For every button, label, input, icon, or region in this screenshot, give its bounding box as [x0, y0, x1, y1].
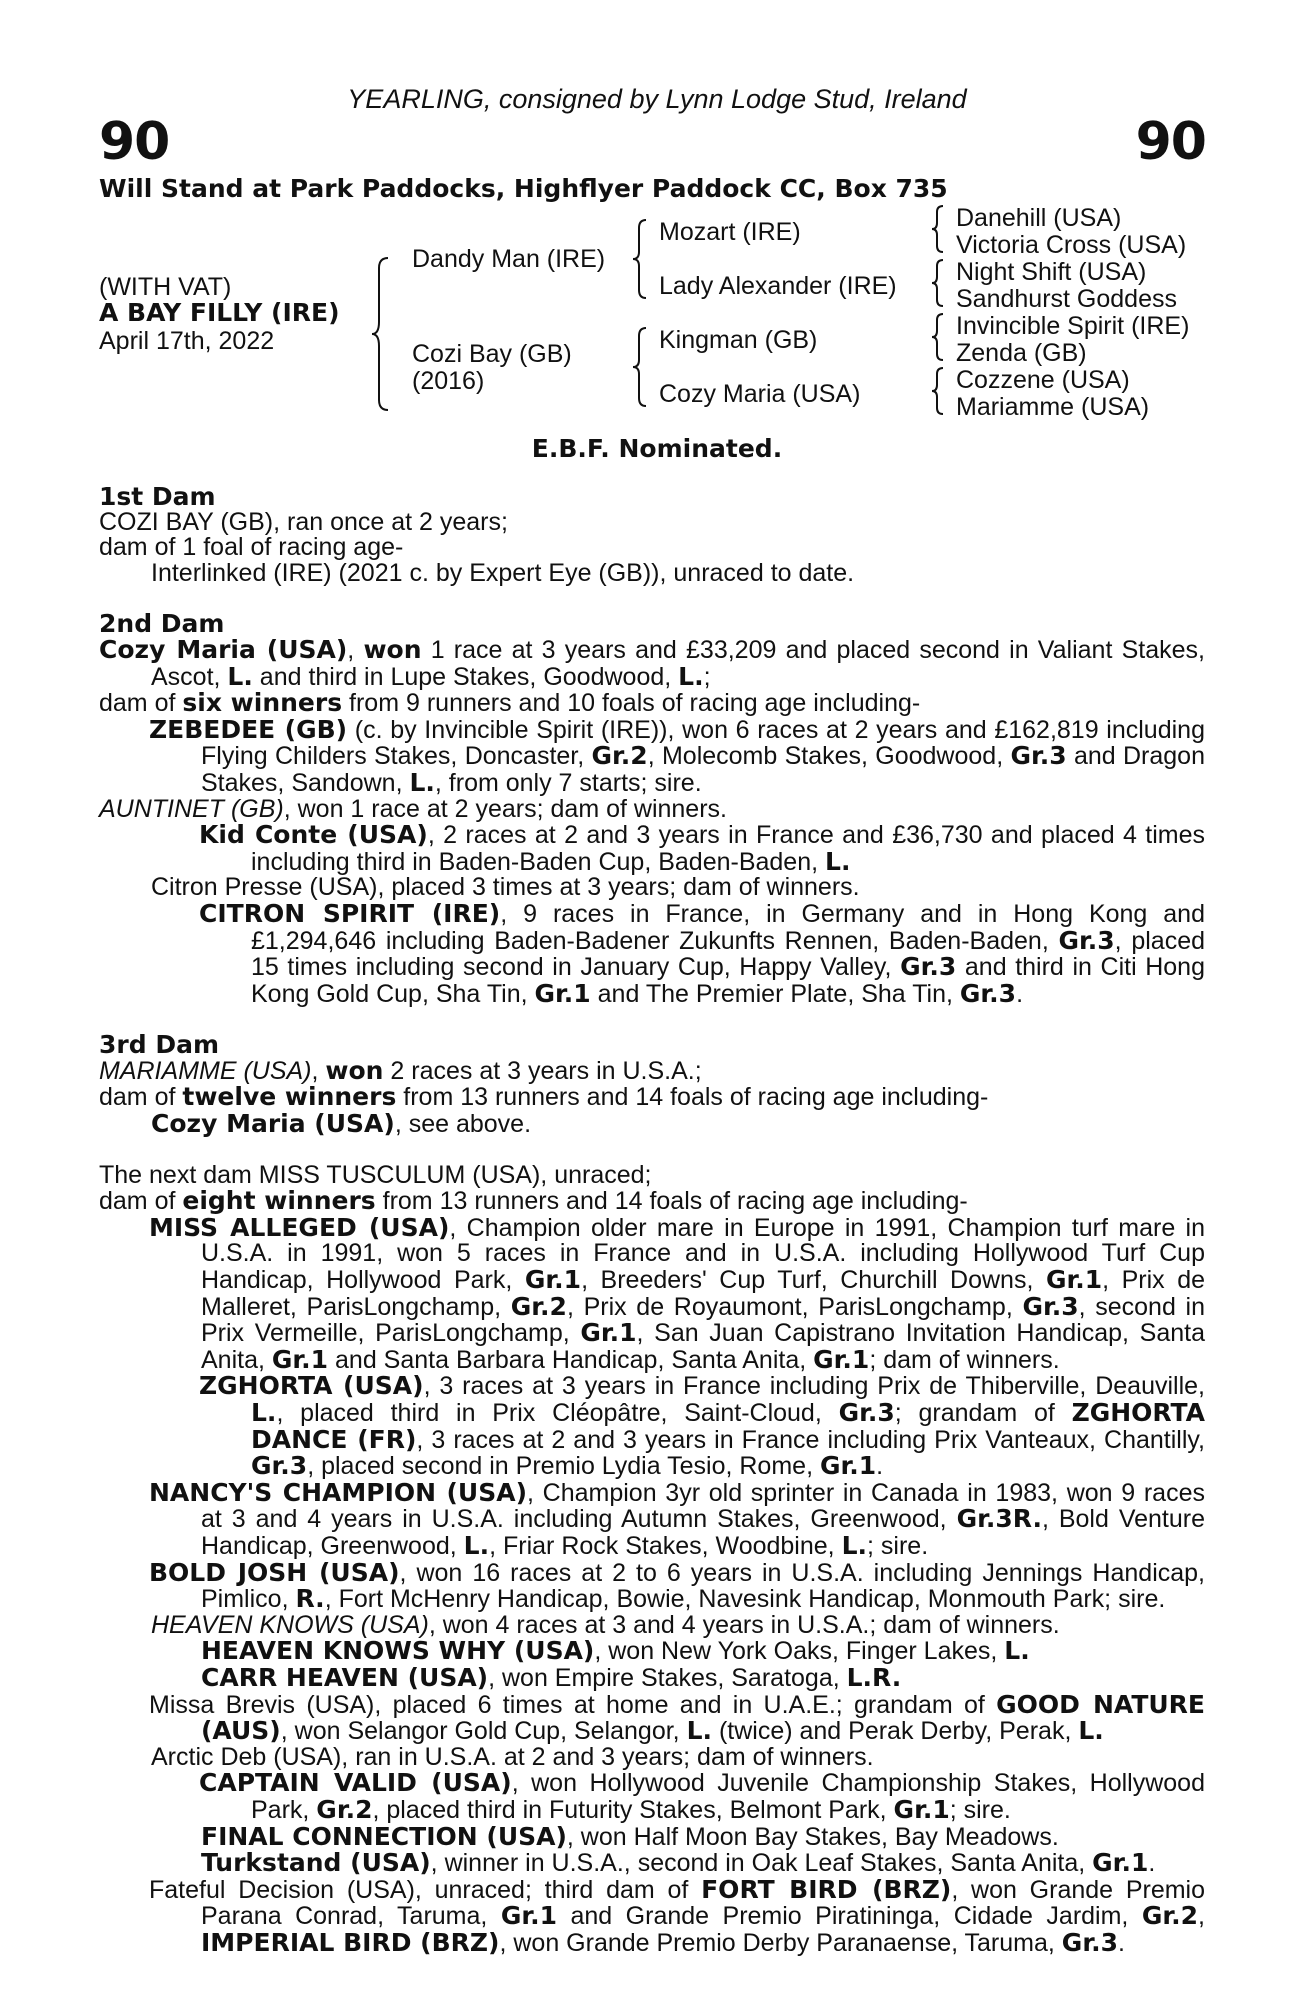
produce-zebedee: ZEBEDEE (GB) (c. by Invincible Spirit (IRE)), won 6 races at 2 years and £162,819 including Flying Childers Stakes, Doncaster, Gr.2, Molecomb Stakes, Goodwood, Gr.3 and Dragon Stakes, Sandown, L., from only 7 starts; sire.	[149, 714, 1205, 797]
brace-ss	[929, 204, 947, 254]
catalogue-body	[99, 484, 1205, 1956]
gen3-sd-dam: Sandhurst Goddess	[956, 285, 1177, 313]
produce-bold-josh: BOLD JOSH (USA), won 16 races at 2 to 6 years in U.S.A. including Jennings Handicap, Pimlico, R., Fort McHenry Handicap, Bowie, Navesink Handicap, Monmouth Park; sire.	[149, 1557, 1205, 1614]
dam: Cozi Bay (GB)	[412, 340, 572, 368]
sire: Dandy Man (IRE)	[412, 245, 606, 273]
dam-year: (2016)	[412, 367, 485, 395]
first-dam-produce-line: dam of 1 foal of racing age-	[99, 533, 404, 562]
produce-carr-heaven: CARR HEAVEN (USA), won Empire Stakes, Saratoga, L.R.	[201, 1662, 902, 1692]
produce-zghorta: ZGHORTA (USA), 3 races at 3 years in France including Prix de Thiberville, Deauville, L., placed third in Prix Cléopâtre, Saint-Cloud, Gr.3; grandam of ZGHORTA DANCE (FR), 3 races at 2 and 3 years in France including Prix Vanteaux, Chantilly, Gr.3, placed second in Premio Lydia Tesio, Rome, Gr.1.	[199, 1371, 1205, 1481]
main-brace	[370, 256, 394, 412]
gen3-dd-dam: Mariamme (USA)	[956, 393, 1150, 421]
gen3-dd-sire: Cozzene (USA)	[956, 366, 1130, 394]
produce-final-connection: FINAL CONNECTION (USA), won Half Moon Bay Stakes, Bay Meadows.	[201, 1821, 1059, 1851]
produce-citron-spirit: CITRON SPIRIT (IRE), 9 races in France, in Germany and in Hong Kong and £1,294,646 including Baden-Badener Zukunfts Rennen, Baden-Baden, Gr.3, placed 15 times including second in January Cup, Happy Valley, Gr.3 and third in Citi Hong Kong Gold Cup, Sha Tin, Gr.1 and The Premier Plate, Sha Tin, Gr.3.	[199, 898, 1206, 1008]
dam-sire: Kingman (GB)	[659, 326, 818, 354]
third-dam-heading: 3rd Dam	[99, 1030, 219, 1060]
third-dam-entry: MARIAMME (USA), won 2 races at 3 years in U.S.A.;	[99, 1055, 702, 1085]
vat-note: (WITH VAT)	[99, 273, 232, 301]
produce-arctic-deb: Arctic Deb (USA), ran in U.S.A. at 2 and 3 years; dam of winners.	[151, 1742, 874, 1771]
gen3-ss-sire: Danehill (USA)	[956, 204, 1122, 232]
produce-nancys-champion: NANCY'S CHAMPION (USA), Champion 3yr old sprinter in Canada in 1983, won 9 races at 3 and 4 years in U.S.A. including Autumn Stakes, Greenwood, Gr.3R., Bold Venture Handicap, Greenwood, L., Friar Rock Stakes, Woodbine, L.; sire.	[149, 1477, 1205, 1560]
produce-heaven-knows-why: HEAVEN KNOWS WHY (USA), won New York Oaks, Finger Lakes, L.	[201, 1636, 1030, 1666]
second-dam-entry: Cozy Maria (USA), won 1 race at 3 years and £33,209 and placed second in Valiant Stakes, Ascot, L. and third in Lupe Stakes, Goodwood, L.;	[99, 634, 1205, 691]
stand-location: Will Stand at Park Paddocks, Highflyer Paddock CC, Box 735	[99, 174, 948, 203]
lot-number-left: 90	[99, 112, 170, 172]
produce-captain-valid: CAPTAIN VALID (USA), won Hollywood Juvenile Championship Stakes, Hollywood Park, Gr.2, placed third in Futurity Stakes, Belmont Park, Gr.1; sire.	[199, 1768, 1205, 1824]
gen3-ss-dam: Victoria Cross (USA)	[956, 231, 1187, 259]
produce-kid-conte: Kid Conte (USA), 2 races at 2 and 3 years in France and £36,730 and placed 4 times including third in Baden-Baden Cup, Baden-Baden, L.	[199, 820, 1206, 876]
produce-auntinet: AUNTINET (GB), won 1 race at 2 years; dam of winners.	[99, 794, 727, 823]
dam-brace	[630, 326, 650, 408]
produce-heaven-knows: HEAVEN KNOWS (USA), won 4 races at 3 and 4 years in U.S.A.; dam of winners.	[151, 1610, 1060, 1639]
produce-miss-alleged: MISS ALLEGED (USA), Champion older mare in Europe in 1991, Champion turf mare in U.S.A. in 1991, won 5 races in France and in U.S.A. including Hollywood Turf Cup Handicap, Hollywood Park, Gr.1, Breeders' Cup Turf, Churchill Downs, Gr.1, Prix de Malleret, ParisLongchamp, Gr.2, Prix de Royaumont, ParisLongchamp, Gr.3, second in Prix Vermeille, ParisLongchamp, Gr.1, San Juan Capistrano Invitation Handicap, Santa Anita, Gr.1 and Santa Barbara Handicap, Santa Anita, Gr.1; dam of winners.	[149, 1212, 1206, 1374]
produce-turkstand: Turkstand (USA), winner in U.S.A., second in Oak Leaf Stakes, Santa Anita, Gr.1.	[201, 1848, 1156, 1878]
brace-dd	[929, 366, 947, 416]
gen3-ds-dam: Zenda (GB)	[956, 339, 1087, 367]
produce-cozy-maria: Cozy Maria (USA), see above.	[151, 1109, 532, 1139]
produce-fateful-decision: Fateful Decision (USA), unraced; third dam of FORT BIRD (BRZ), won Grande Premio Parana Conrad, Taruma, Gr.1 and Grande Premio Piratininga, Cidade Jardim, Gr.2, IMPERIAL BIRD (BRZ), won Grande Premio Derby Paranaense, Taruma, Gr.3.	[149, 1874, 1206, 1957]
next-dam-produce-line: dam of eight winners from 13 runners and 14 foals of racing age including-	[99, 1186, 968, 1216]
horse-name: A BAY FILLY (IRE)	[99, 298, 340, 327]
sire-brace	[630, 218, 650, 300]
first-dam-foal: Interlinked (IRE) (2021 c. by Expert Eye (GB)), unraced to date.	[151, 558, 855, 587]
second-dam-heading: 2nd Dam	[99, 609, 225, 639]
third-dam-produce-line: dam of twelve winners from 13 runners and 14 foals of racing age including-	[99, 1082, 989, 1112]
first-dam-line: COZI BAY (GB), ran once at 2 years;	[99, 507, 508, 536]
sire-dam: Lady Alexander (IRE)	[659, 272, 897, 300]
brace-ds	[929, 312, 947, 362]
lot-number-right: 90	[1135, 112, 1206, 172]
consignment-line: YEARLING, consigned by Lynn Lodge Stud, Ireland	[347, 84, 967, 114]
sire-sire: Mozart (IRE)	[659, 218, 801, 246]
produce-citron-presse: Citron Presse (USA), placed 3 times at 3 years; dam of winners.	[151, 873, 860, 902]
dam-dam: Cozy Maria (USA)	[659, 380, 861, 408]
brace-sd	[929, 258, 947, 308]
second-dam-produce-line: dam of six winners from 9 runners and 10 foals of racing age including-	[99, 688, 921, 718]
first-dam-heading: 1st Dam	[99, 482, 216, 511]
gen3-ds-sire: Invincible Spirit (IRE)	[956, 312, 1190, 340]
gen3-sd-sire: Night Shift (USA)	[956, 258, 1147, 286]
produce-missa-brevis: Missa Brevis (USA), placed 6 times at home and in U.A.E.; grandam of GOOD NATURE (AUS), won Selangor Gold Cup, Selangor, L. (twice) and Perak Derby, Perak, L.	[149, 1689, 1205, 1746]
ebf-nominated: E.B.F. Nominated.	[531, 434, 783, 463]
next-dam-heading: The next dam MISS TUSCULUM (USA), unraced;	[99, 1160, 652, 1189]
foaling-date: April 17th, 2022	[99, 327, 275, 355]
